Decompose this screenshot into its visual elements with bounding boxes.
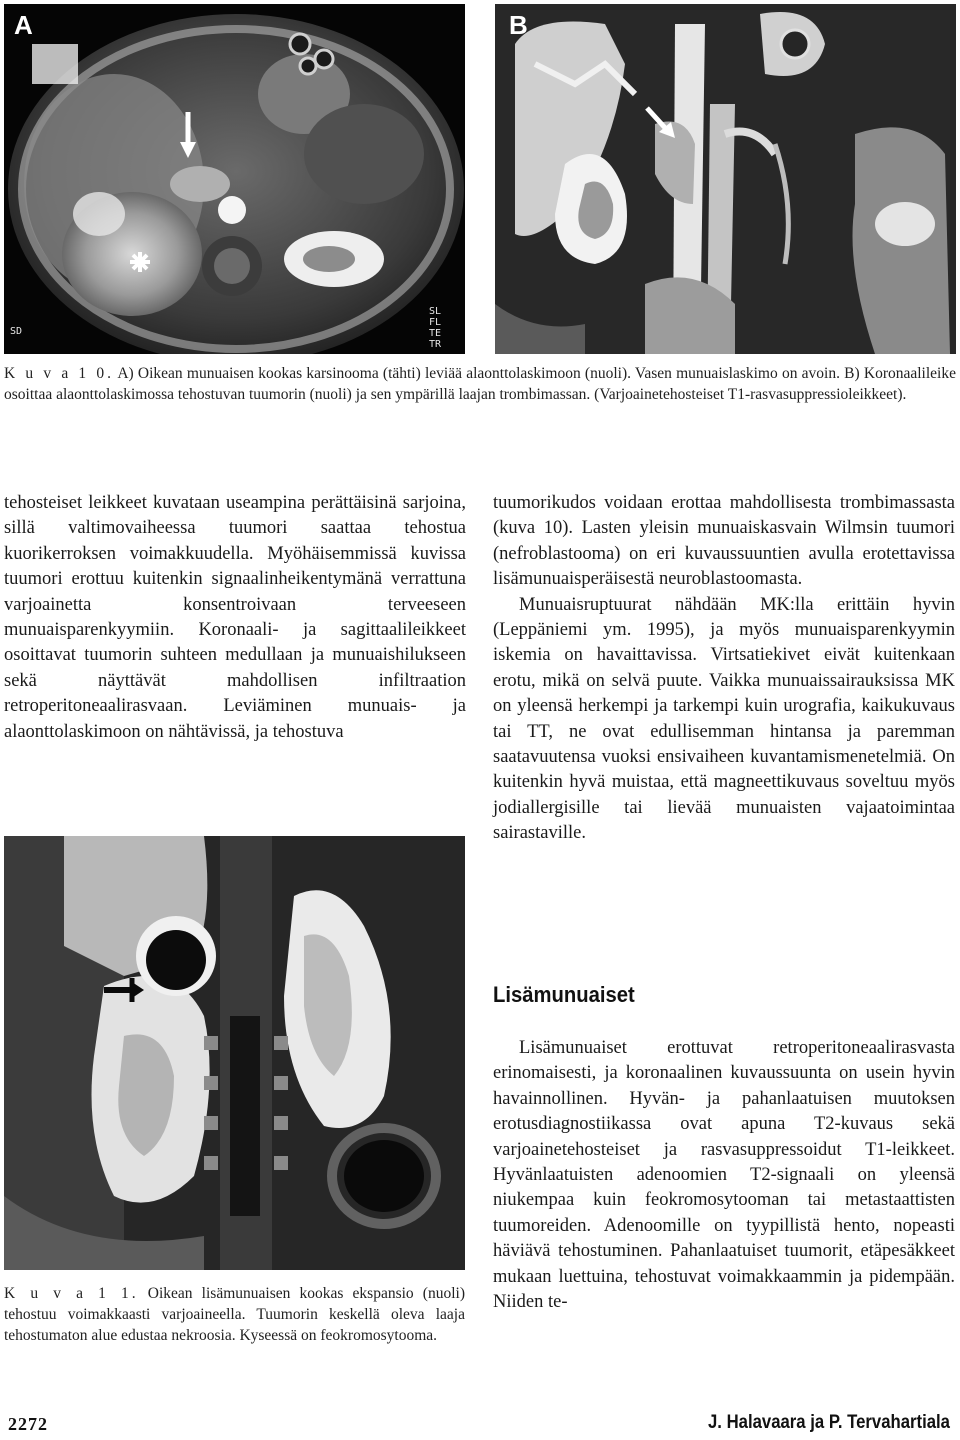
figure-10-caption-text: A) Oikean munuaisen kookas karsinooma (tähti) leviää alaonttolaskimoon (nuoli). Vasen munuaislaskimo on avoin. B) Koronaalileike osoittaa alaonttolaskimossa tehostuvan tuumorin (nuoli) ja sen ympärillä laajan trombimassan. (Varjoainetehosteiset T1-rasvasuppressioleikkeet). <box>4 365 956 403</box>
right-paragraph-2: Munuaisruptuurat nähdään MK:lla erittäin hyvin (Leppäniemi ym. 1995), ja myös munuaisparenkyymin iskemia on havaittavissa. Virtsatiekivet eivät kuitenkaan erotu, mikä on selvä puute. Vaikka munuaissairauksissa MK on yleensä herkempi ja tarkempi kuin urografia, kaikukuvaus tai TT, ne ovat edullisemman hintansa ja paremman saatavuutensa vuoksi ensivaiheen kuvantamismenetelmiä. On kuitenkin hyvä muistaa, että magneettikuvaus soveltuu myös jodiallergisille tai lievää munuaisten vajaatoimintaa sairastaville. <box>493 594 955 844</box>
figure-11-caption-number: K u v a 1 1. <box>4 1285 139 1302</box>
mri-label-te: TE <box>429 328 442 339</box>
panel-label-b: B <box>509 10 528 40</box>
figure-11-caption <box>4 1283 465 1346</box>
figure-10-caption-number: K u v a 1 0. <box>4 365 114 382</box>
figure-11-caption-text: Oikean lisämunuaisen kookas ekspansio (nuoli) tehostuu voimakkaasti varjoaineella. Tuumorin keskellä oleva laaja tehostumaton alue edustaa nekroosia. Kyseessä on feokromosytooma. <box>4 1285 465 1344</box>
page-number: 2272 <box>8 1414 48 1434</box>
footer-authors: J. Halavaara ja P. Tervahartiala <box>708 1412 950 1433</box>
right-paragraph-3: Lisämunuaiset erottuvat retroperitoneaalirasvasta erinomaisesti, ja koronaalinen kuvaussuunta on usein hyvin havainnollinen. Hyvän- ja pahanlaatuisen muutoksen erotusdiagnostiikassa ovat apuna T2-kuvaus sekä varjoainetehosteiset ja rasvasuppressoidut T1-leikkeet. Hyvänlaatuisten adenoomien T2-signaali on yleensä niukempaa kuin feokromosytooman tai metastaattisten tuumoreiden. Adenoomille on tyypillistä hento, nopeasti häviävä tehostuminen. Pahanlaatuiset tuumorit, etäpesäkkeet mukaan luettuina, tehostuvat voimakkaammin ja pidempään. Niiden te- <box>493 1038 955 1313</box>
figure-11-mri-image <box>4 836 465 1270</box>
mri-label-tr: TR <box>429 339 442 350</box>
panel-label-a: A <box>14 10 33 40</box>
mri-label-sl: SL <box>429 306 442 317</box>
mri-label-sd: SD <box>10 326 23 337</box>
right-column-text-bottom <box>493 1036 955 1315</box>
left-column-text <box>4 491 466 745</box>
section-heading: Lisämunuaiset <box>493 982 635 1007</box>
asterisk-icon <box>130 252 150 272</box>
figure-10a-mri-image <box>4 4 465 354</box>
right-paragraph-1: tuumorikudos voidaan erottaa mahdollisesta trombimassasta (kuva 10). Lasten yleisin munuaiskasvain Wilmsin tuumori (nefroblastooma) on eri kuvaussuuntien avulla erotettavissa lisämunuaisperäisestä neuroblastoomasta. <box>493 493 955 590</box>
figure-10b-mri-image <box>495 4 956 354</box>
figure-10-caption <box>4 363 956 405</box>
left-paragraph: tehosteiset leikkeet kuvataan useampina perättäisinä sarjoina, sillä valtimovaiheessa tuumori saattaa tehostua kuorikerroksen voimakkuudella. Myöhäisemmissä kuvissa tuumori erottuu kuitenkin signaalinheikentymänä verrattuna varjoainetta konsentroivaan terveeseen munuaisparenkyymiin. Koronaali- ja sagittaalileikkeet osoittavat tuumorin suhteen medullaan ja munuaishilukseen sekä näyttävät mahdollisen infiltraation retroperitoneaalirasvaan. Leviäminen munuais- ja alaonttolaskimoon on nähtävissä, ja tehostuva <box>4 493 466 742</box>
mri-label-fl: FL <box>429 317 442 328</box>
right-column-text-top <box>493 491 955 847</box>
